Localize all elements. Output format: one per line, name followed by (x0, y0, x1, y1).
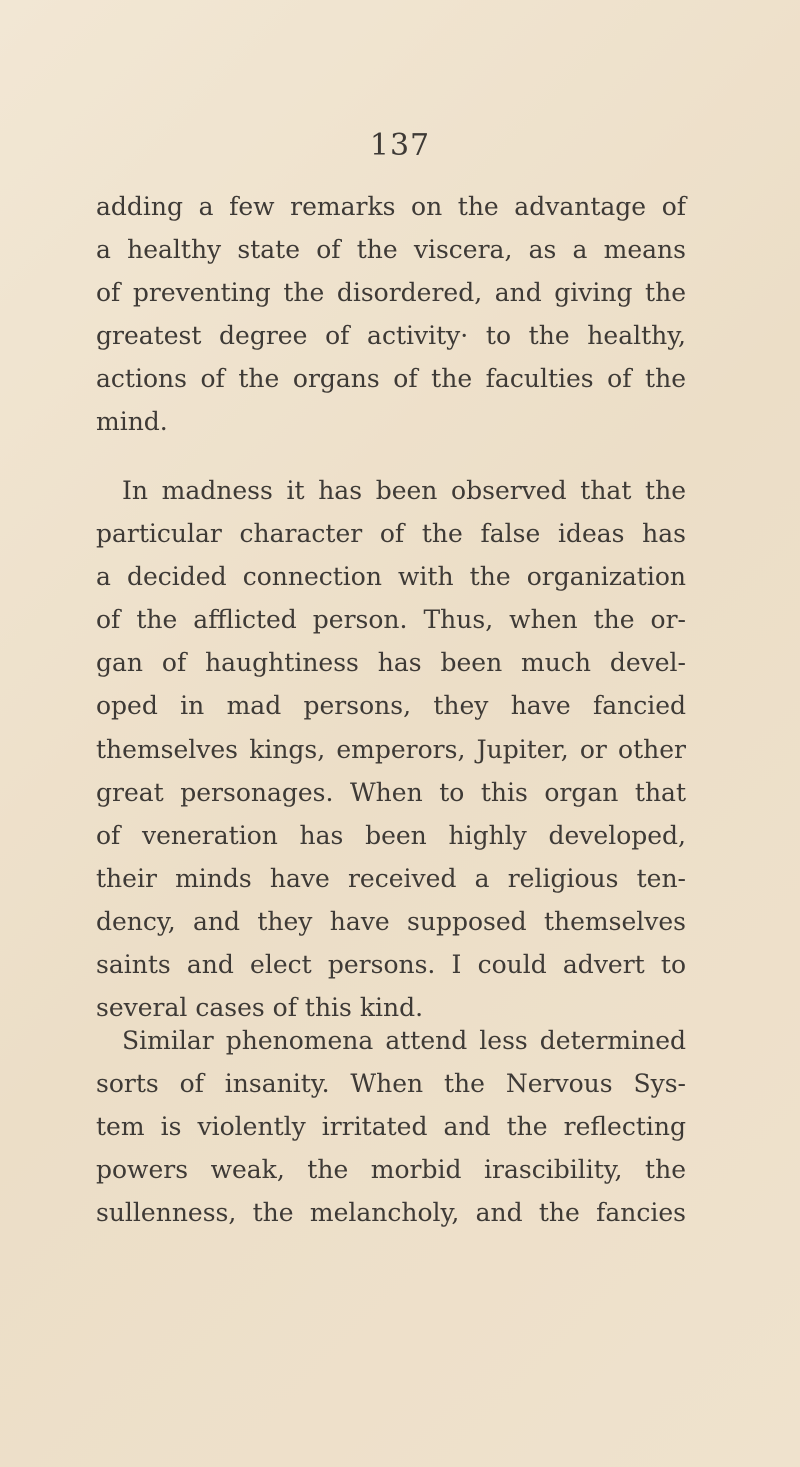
text-line: Similar phenomena attend less determined (122, 1026, 686, 1055)
text-line: oped in mad persons, they have fancied (96, 691, 686, 721)
paragraph-3 (96, 1019, 686, 1234)
text-line: actions of the organs of the faculties of the (96, 364, 686, 394)
text-line: saints and elect persons. I could advert to (96, 950, 686, 980)
text-line: sullenness, the melancholy, and the fancies (96, 1198, 686, 1228)
text-line: of veneration has been highly developed, (96, 820, 686, 850)
text-line: a healthy state of the viscera, as a means (96, 235, 686, 265)
text-line: of the afflicted person. Thus, when the or- (96, 605, 686, 635)
page-number: 137 (369, 128, 431, 163)
text-line: dency, and they have supposed themselves (96, 906, 686, 936)
text-line: mind. (96, 407, 168, 437)
paragraph-2 (96, 469, 686, 1029)
text-line: gan of haughtiness has been much devel- (96, 648, 686, 678)
text-line: sorts of insanity. When the Nervous Sys- (96, 1069, 686, 1099)
paragraph-1 (96, 185, 686, 444)
text-line: themselves kings, emperors, Jupiter, or other (96, 734, 686, 764)
text-line: powers weak, the morbid irascibility, the (96, 1155, 686, 1185)
text-line: of preventing the disordered, and giving the (96, 278, 686, 308)
text-line: In madness it has been observed that the (122, 476, 686, 505)
text-line: particular character of the false ideas has (96, 519, 686, 549)
text-line: adding a few remarks on the advantage of (96, 192, 686, 221)
text-line: great personages. When to this organ that (96, 777, 686, 807)
text-line: tem is violently irritated and the reflecting (96, 1112, 686, 1142)
text-line: a decided connection with the organization (96, 562, 686, 592)
text-line: several cases of this kind. (96, 993, 424, 1023)
text-line: greatest degree of activity· to the healthy, (96, 321, 686, 351)
text-line: their minds have received a religious ten- (96, 863, 686, 893)
